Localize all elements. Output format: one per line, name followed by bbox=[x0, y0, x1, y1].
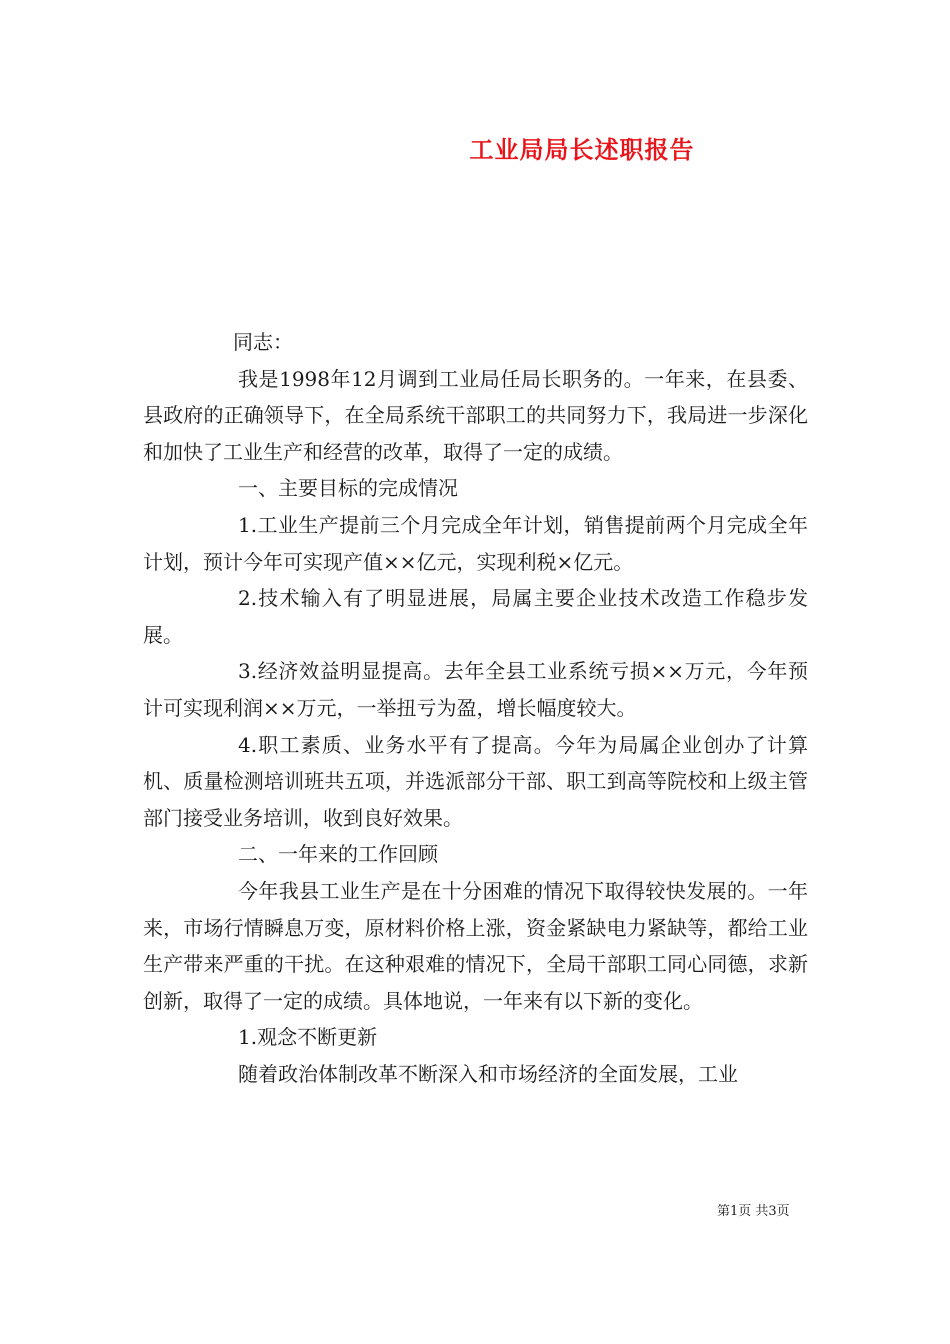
paragraph-item-2: 2.技术输入有了明显进展，局属主要企业技术改造工作稳步发展。 bbox=[143, 586, 808, 647]
paragraph-item-3: 3.经济效益明显提高。去年全县工业系统亏损××万元，今年预计可实现利润××万元，一举扭亏为盈，增长幅度较大。 bbox=[143, 659, 808, 720]
paragraph-intro: 我是1998年12月调到工业局任局长职务的。一年来，在县委、县政府的正确领导下，在全局系统干部职工的共同努力下，我局进一步深化和加快了工业生产和经营的改革，取得了一定的成绩。 bbox=[143, 366, 808, 464]
paragraph-item-1: 1.工业生产提前三个月完成全年计划，销售提前两个月完成全年计划，预计今年可实现产值××亿元，实现利税×亿元。 bbox=[143, 512, 808, 574]
paragraph-continued: 随着政治体制改革不断深入和市场经济的全面发展，工业 bbox=[238, 1061, 738, 1086]
salutation: 同志： bbox=[233, 330, 293, 354]
document-title: 工业局局长述职报告 bbox=[469, 135, 695, 164]
page-number: 第1页 共3页 bbox=[717, 1204, 790, 1219]
subheading-concepts: 1.观念不断更新 bbox=[238, 1025, 378, 1050]
paragraph-review: 今年我县工业生产是在十分困难的情况下取得较快发展的。一年来，市场行情瞬息万变，原材料价格上涨，资金紧缺电力紧缺等，都给工业生产带来严重的干扰。在这种艰难的情况下，全局干部职工同心同德，求新创新，取得了一定的成绩。具体地说，一年来有以下新的变化。 bbox=[143, 878, 808, 1013]
section-heading-review: 二、一年来的工作回顾 bbox=[238, 842, 438, 867]
section-heading-goals: 一、主要目标的完成情况 bbox=[238, 476, 458, 501]
paragraph-item-4: 4.职工素质、业务水平有了提高。今年为局属企业创办了计算机、质量检测培训班共五项，并选派部分干部、职工到高等院校和上级主管部门接受业务培训，收到良好效果。 bbox=[143, 732, 808, 830]
document-body bbox=[143, 324, 808, 1092]
